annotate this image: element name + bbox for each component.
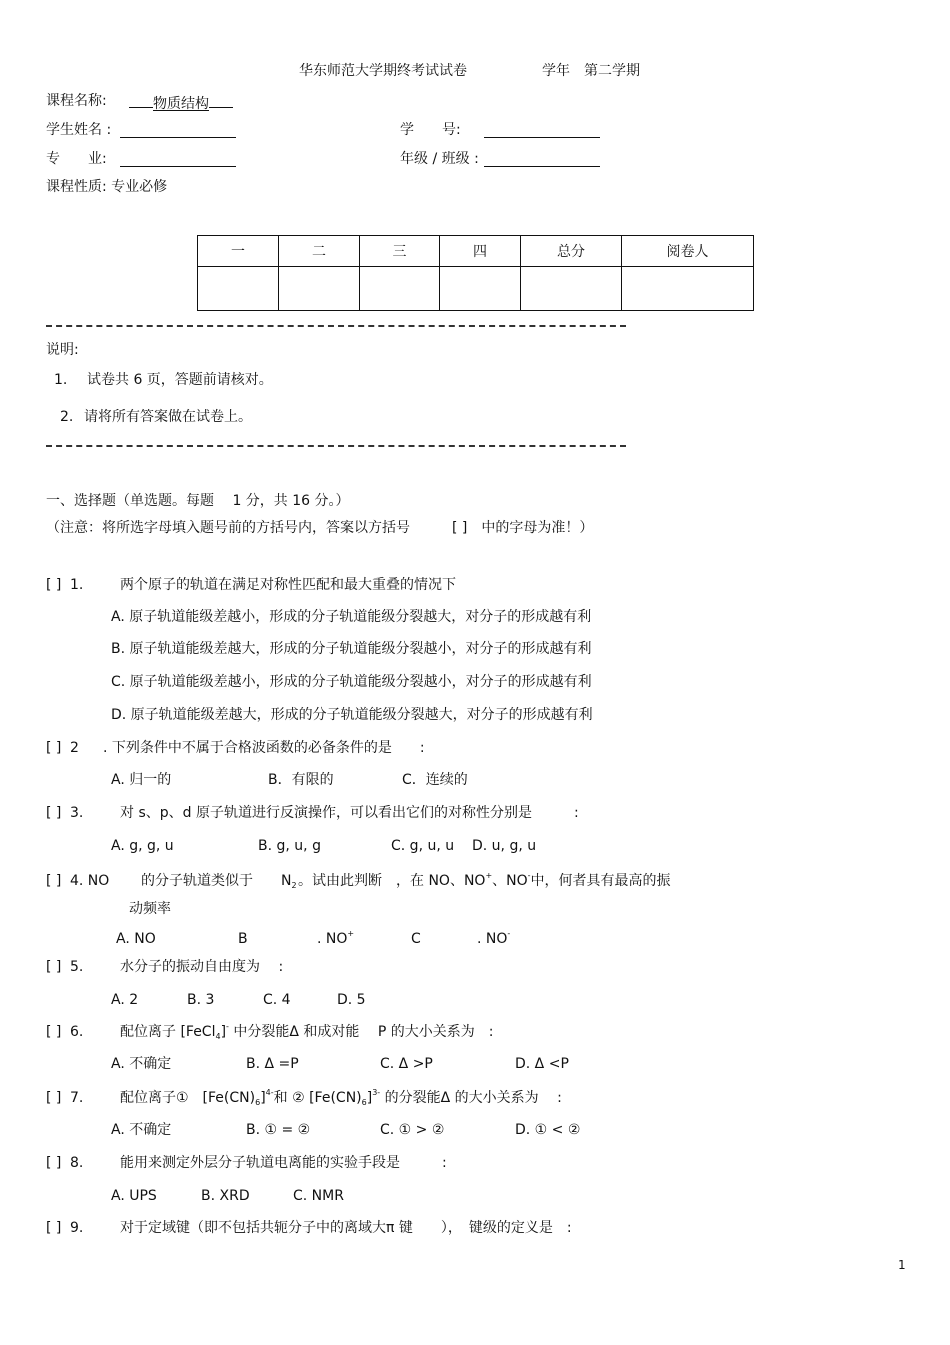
score-cell-3 <box>360 267 440 311</box>
q4-stem-part-2: 。试由此判断 ，在 NO、NO+、NO-中，何者具有最高的振 <box>298 871 671 889</box>
note-2-number: 2. <box>60 409 74 425</box>
divider-top <box>46 325 626 327</box>
note-1-number: 1. <box>54 372 68 388</box>
q4-stem-part-1: 的分子轨道类似于 <box>141 873 253 889</box>
q2-option-a: A. 归一的 <box>111 772 172 788</box>
score-header-grader: 阅卷人 <box>622 236 754 267</box>
q6-number: 6. <box>70 1024 84 1040</box>
q3-option-b: B. g, u, g <box>258 838 321 854</box>
q1-option-d: D. 原子轨道能级差越大，形成的分子轨道能级分裂越大，对分子的形成越有利 <box>111 707 593 723</box>
q9-stem: 对于定域键（即不包括共轭分子中的离域大π 键 ）， 键级的定义是 : <box>120 1220 572 1236</box>
q9-number: 9. <box>70 1220 84 1236</box>
q1-option-a: A. 原子轨道能级差越小，形成的分子轨道能级分裂越大，对分子的形成越有利 <box>111 609 592 625</box>
major-blank[interactable] <box>120 151 236 167</box>
q7-number: 7. <box>70 1090 84 1106</box>
q1-option-c: C. 原子轨道能级差越小，形成的分子轨道能级分裂越小，对分子的形成越有利 <box>111 674 592 690</box>
q5-number: 5. <box>70 959 84 975</box>
q8-option-a: A. UPS <box>111 1188 157 1204</box>
score-cell-1 <box>198 267 279 311</box>
score-table <box>197 235 754 311</box>
student-id-label: 学 号: <box>400 122 461 138</box>
q3-answer-bracket[interactable]: [ ] <box>46 805 62 821</box>
note-2: 请将所有答案做在试卷上。 <box>84 409 252 425</box>
score-header-3: 三 <box>360 236 440 267</box>
section-1-heading: 一、选择题（单选题。每题 1 分，共 16 分。） <box>46 493 350 509</box>
course-nature: 课程性质: 专业必修 <box>46 179 168 195</box>
q4-option-b: . NO+ <box>317 929 355 947</box>
student-name-blank[interactable] <box>120 122 236 138</box>
q5-answer-bracket[interactable]: [ ] <box>46 959 62 975</box>
q6-option-d: D. Δ <P <box>515 1056 569 1072</box>
q3-option-d: D. u, g, u <box>472 838 537 854</box>
q4-stem-continued: 动频率 <box>129 901 171 917</box>
q7-option-c: C. ① > ② <box>380 1122 445 1138</box>
score-header-total: 总分 <box>521 236 622 267</box>
q3-number: 3. <box>70 805 84 821</box>
q7-answer-bracket[interactable]: [ ] <box>46 1090 62 1106</box>
q1-answer-bracket[interactable]: [ ] <box>46 577 62 593</box>
q1-option-b: B. 原子轨道能级差越大，形成的分子轨道能级分裂越小，对分子的形成越有利 <box>111 641 592 657</box>
q7-option-b: B. ① = ② <box>246 1122 311 1138</box>
q4-n2: $N_2$ <box>281 873 297 890</box>
course-label: 课程名称: <box>46 93 107 109</box>
q7-stem: 配位离子① $[Fe(CN)_6]^{4-}$和 ② $[Fe(CN)_6]^{3-}$ 的分裂能Δ 的大小关系为 : <box>120 1088 562 1107</box>
q2-option-b: B．有限的 <box>268 772 334 788</box>
score-header-1: 一 <box>198 236 279 267</box>
q3-option-a: A. g, g, u <box>111 838 174 854</box>
q8-option-c: C. NMR <box>293 1188 344 1204</box>
q6-option-b: B. Δ =P <box>246 1056 299 1072</box>
q6-option-c: C. Δ >P <box>380 1056 433 1072</box>
q6-answer-bracket[interactable]: [ ] <box>46 1024 62 1040</box>
q4-number: 4. NO <box>70 873 110 889</box>
q8-answer-bracket[interactable]: [ ] <box>46 1155 62 1171</box>
exam-title: 华东师范大学期终考试试卷 <box>299 63 467 79</box>
q4-answer-bracket[interactable]: [ ] <box>46 873 62 889</box>
q3-stem: 对 s、p、d 原子轨道进行反演操作，可以看出它们的对称性分别是 : <box>120 805 579 821</box>
score-header-2: 二 <box>279 236 360 267</box>
q8-number: 8. <box>70 1155 84 1171</box>
q5-option-b: B. 3 <box>187 992 215 1008</box>
q6-option-a: A. 不确定 <box>111 1056 172 1072</box>
q4-option-c: . NO- <box>477 929 511 947</box>
course-field <box>129 92 233 113</box>
q2-answer-bracket[interactable]: [ ] <box>46 740 62 756</box>
score-header-4: 四 <box>440 236 521 267</box>
major-label: 专 业: <box>46 151 107 167</box>
page-number: 1 <box>898 1258 906 1272</box>
score-cell-grader <box>622 267 754 311</box>
student-id-blank[interactable] <box>484 122 600 138</box>
q3-option-c: C. g, u, u <box>391 838 455 854</box>
q7-option-d: D. ① < ② <box>515 1122 581 1138</box>
q5-stem: 水分子的振动自由度为 : <box>120 959 284 975</box>
q5-option-d: D. 5 <box>337 992 366 1008</box>
note-1: 试卷共 6 页，答题前请核对。 <box>87 372 273 388</box>
q2-stem: . 下列条件中不属于合格波函数的必备条件的是 : <box>103 740 425 756</box>
q5-option-a: A. 2 <box>111 992 139 1008</box>
grade-class-blank[interactable] <box>484 151 600 167</box>
score-cell-total <box>521 267 622 311</box>
q9-answer-bracket[interactable]: [ ] <box>46 1220 62 1236</box>
q5-option-c: C. 4 <box>263 992 291 1008</box>
student-name-label: 学生姓名 : <box>46 122 112 138</box>
q2-number: 2 <box>70 740 79 756</box>
q4-option-a: A. NO <box>116 931 156 947</box>
exam-term: 第二学期 <box>584 63 640 79</box>
q1-number: 1. <box>70 577 84 593</box>
divider-bottom <box>46 445 626 447</box>
course-value: 物质结构 <box>153 96 209 112</box>
score-cell-2 <box>279 267 360 311</box>
q4-option-b-label: B <box>238 931 248 947</box>
q8-stem: 能用来测定外层分子轨道电离能的实验手段是 : <box>120 1155 447 1171</box>
notes-heading: 说明: <box>46 342 79 358</box>
exam-year: 学年 <box>542 63 570 79</box>
q6-stem: 配位离子 [FeCl$_4$]- 中分裂能Δ 和成对能 P 的大小关系为 : <box>120 1022 494 1041</box>
q1-stem: 两个原子的轨道在满足对称性匹配和最大重叠的情况下 <box>120 577 456 593</box>
q7-option-a: A. 不确定 <box>111 1122 172 1138</box>
q8-option-b: B. XRD <box>201 1188 250 1204</box>
section-1-note: （注意：将所选字母填入题号前的方括号内，答案以方括号 [ ] 中的字母为准！） <box>46 520 594 536</box>
q2-option-c: C．连续的 <box>402 772 468 788</box>
grade-class-label: 年级 / 班级 : <box>400 151 479 167</box>
score-cell-4 <box>440 267 521 311</box>
q4-option-c-label: C <box>411 931 421 947</box>
